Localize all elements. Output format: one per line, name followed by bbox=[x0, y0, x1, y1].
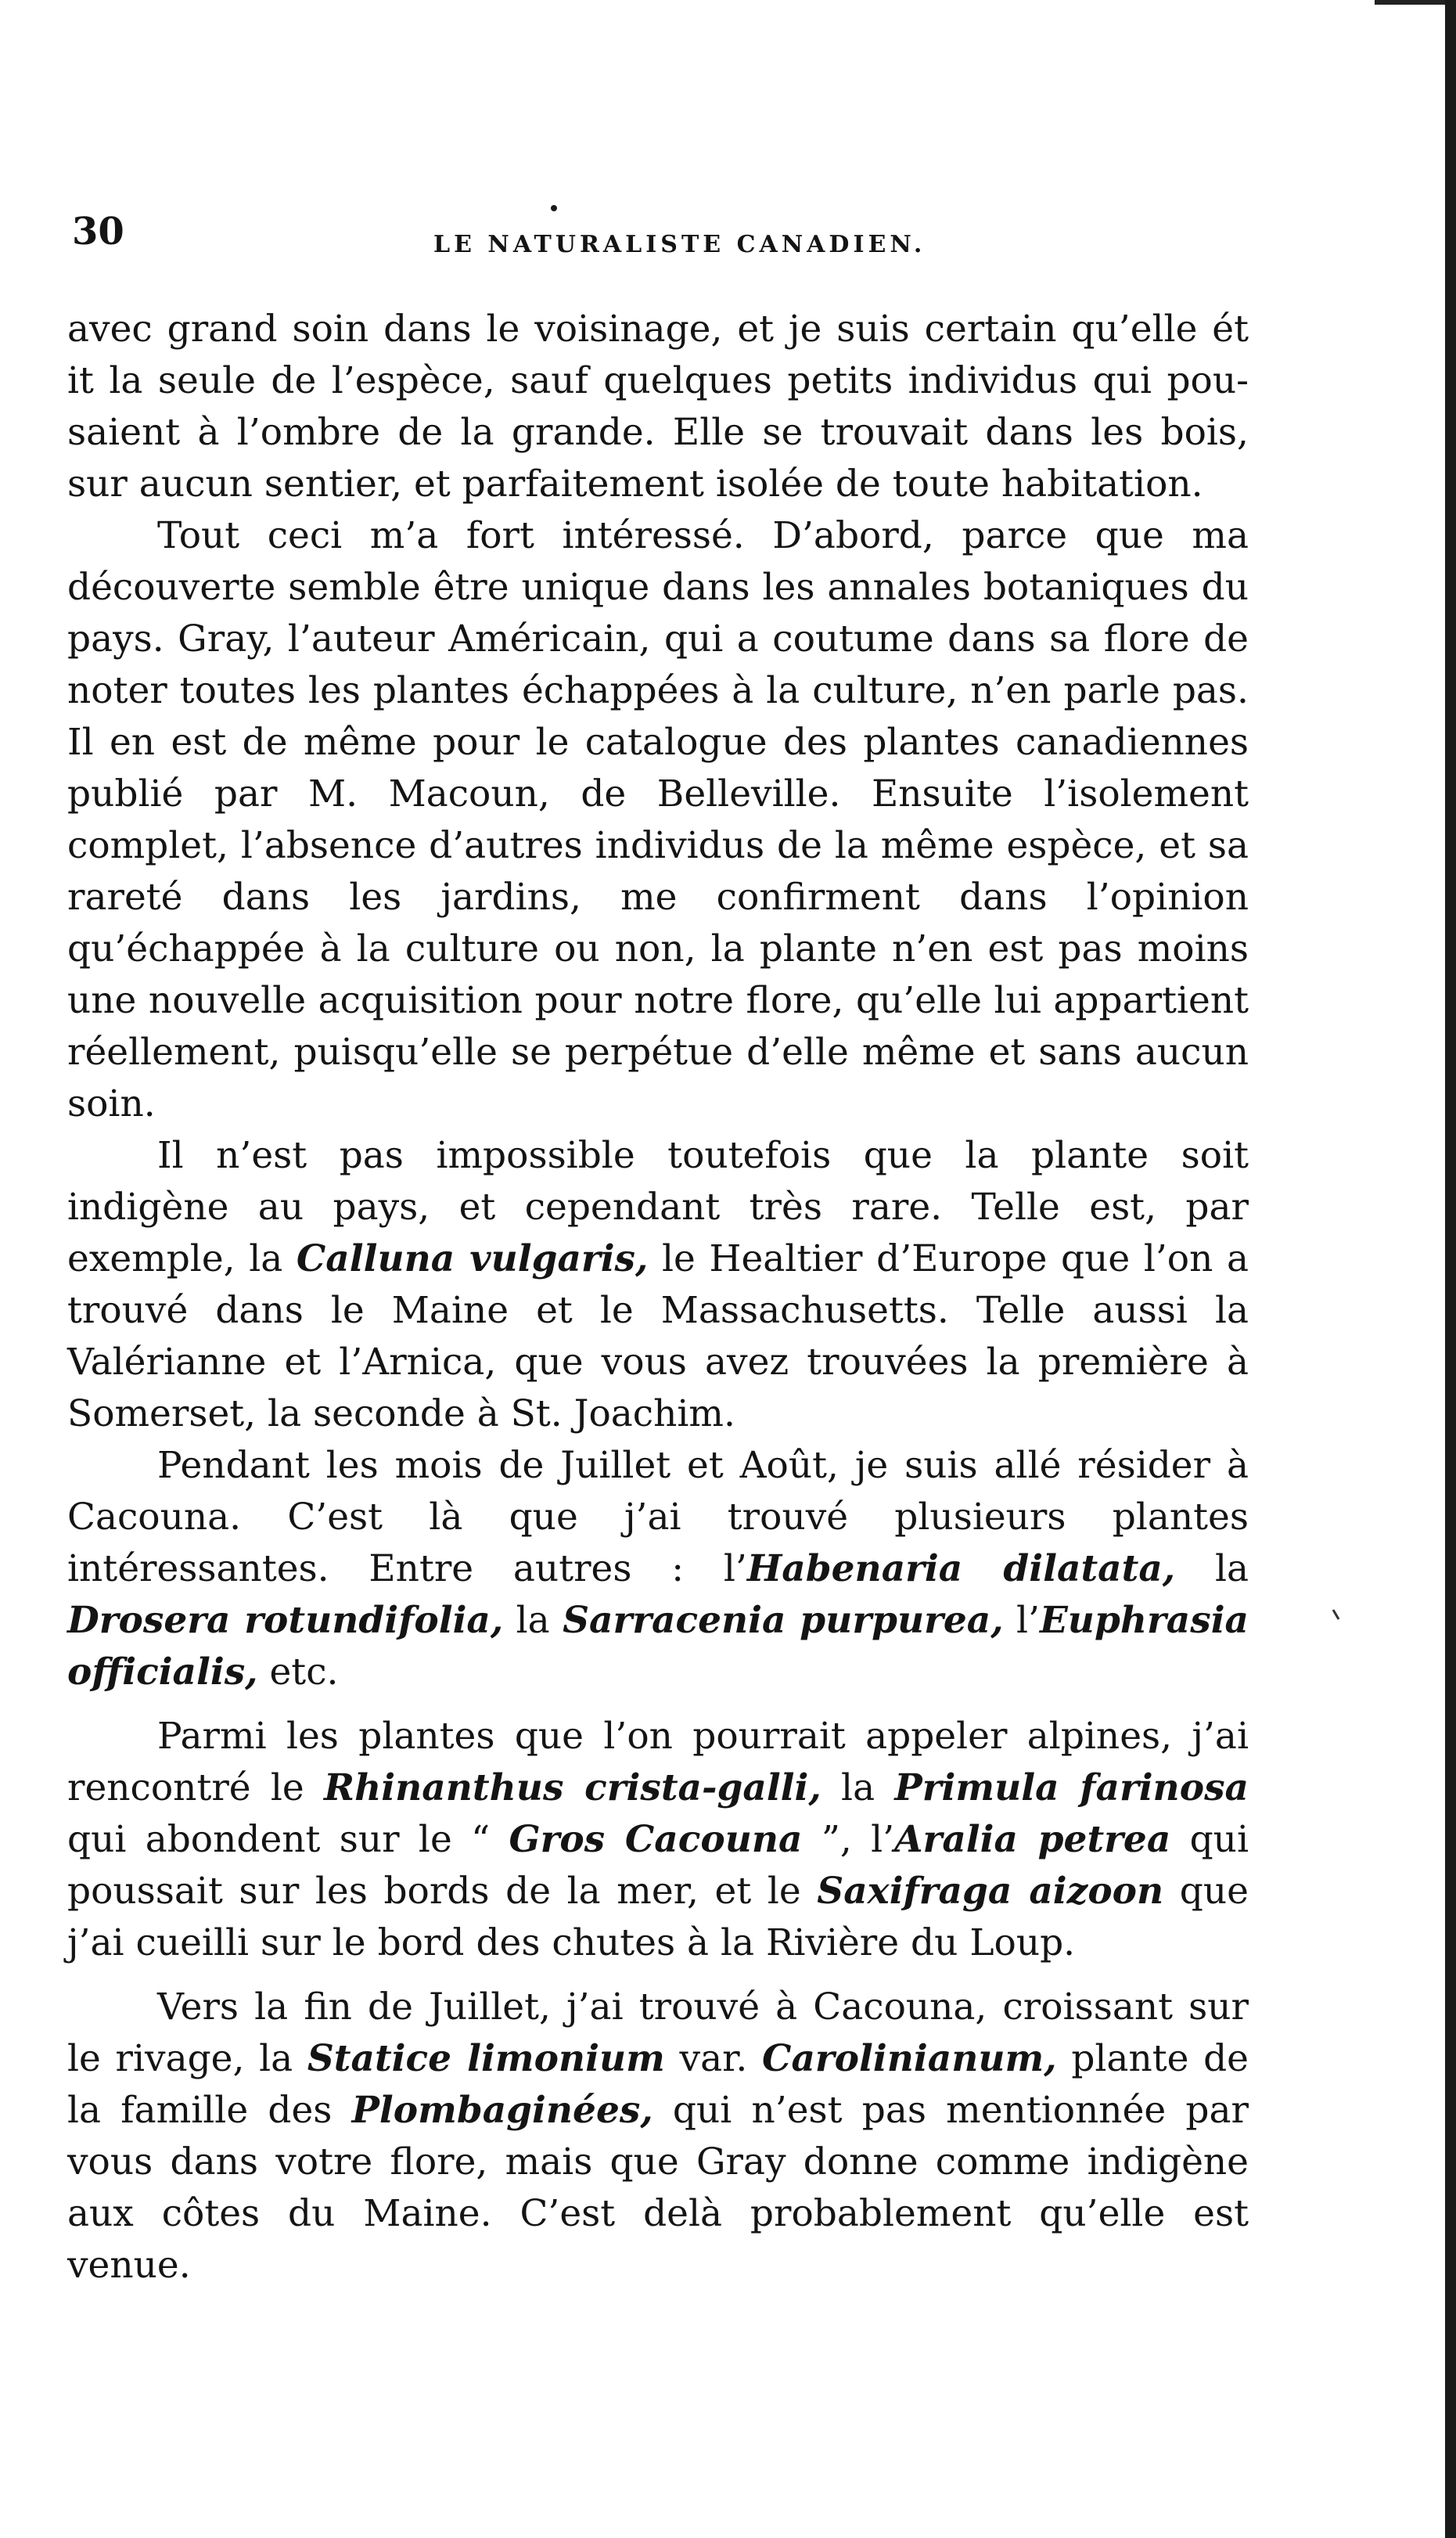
latin-name: Aralia petrea bbox=[894, 1818, 1171, 1861]
text-run: Il n’est pas impossible toutefois que la plante soit indigène au pays, et cependant très rare. Telle est, par exemple, la bbox=[67, 1134, 1249, 1280]
text-run: le Healtier d’Europe que l’on a trouvé dans le Maine et le Massachusetts. Telle aussi la Valérianne et l’Arnica, que vous avez trouvées la première à Somerset, la seconde à St. Joachim. bbox=[67, 1237, 1249, 1435]
text-run: Vers la fin de Juillet, j’ai trouvé à Cacouna, croissant sur le rivage, la bbox=[67, 1985, 1249, 2080]
text-run: Tout ceci m’a fort intéressé. D’abord, parce que ma découverte semble être unique dans les annales botaniques du pays. Gray, l’auteur Américain, qui a coutume dans sa flore de noter toutes les plantes échappées à la culture, n’en parle pas. Il en est de même pour le catalogue des plantes canadiennes publié par M. Macoun, de Belleville. Ensuite l’isolement complet, l’absence d’autres individus de la même espèce, et sa rareté dans les jardins, me confirment dans l’opinion qu’échappée à la culture ou non, la plante n’en est pas moins une nouvelle acquisition pour notre flore, qu’elle lui appartient réellement, puisqu’elle se perpétue d’elle même et sans aucun soin. bbox=[67, 514, 1249, 1125]
paragraph bbox=[67, 1982, 1249, 2291]
text-run: ”, l’ bbox=[802, 1818, 895, 1861]
paragraph bbox=[67, 1440, 1249, 1698]
header-ornament-dot bbox=[551, 205, 557, 211]
latin-name: Statice limonium bbox=[307, 2037, 665, 2080]
paragraph bbox=[67, 510, 1249, 1130]
text-run: etc. bbox=[257, 1651, 339, 1694]
page-number: 30 bbox=[72, 210, 124, 254]
text-run: la bbox=[1175, 1547, 1249, 1590]
text-run: Parmi les plantes que l’on pourrait appeler alpines, j’ai rencontré le bbox=[67, 1715, 1249, 1809]
latin-name: Drosera rotundifolia, bbox=[67, 1599, 504, 1642]
paragraph bbox=[67, 304, 1249, 510]
latin-name: Sarracenia purpurea, bbox=[563, 1599, 1004, 1642]
latin-name: Plombaginées, bbox=[351, 2089, 653, 2132]
latin-name: Rhinanthus crista-galli, bbox=[324, 1766, 821, 1809]
text-run: plante de la famille des bbox=[67, 2037, 1249, 2132]
stray-print-mark bbox=[1332, 1609, 1340, 1620]
latin-name: Primula farinosa bbox=[894, 1766, 1249, 1809]
page-edge-rule bbox=[1445, 0, 1456, 2538]
text-run: avec grand soin dans le voisinage, et je suis certain qu’elle ét it la seule de l’espèce, sauf quelques petits individus qui pou-saient à l’ombre de la grande. Elle se trouvait dans les bois, sur aucun sentier, et parfaitement isolée de toute habitation. bbox=[67, 308, 1249, 506]
latin-name: Calluna vulgaris, bbox=[296, 1237, 649, 1280]
latin-name: Carolinianum, bbox=[762, 2037, 1057, 2080]
text-run: que j’ai cueilli sur le bord des chutes à la Rivière du Loup. bbox=[67, 1870, 1249, 1964]
text-run: qui poussait sur les bords de la mer, et le bbox=[67, 1818, 1249, 1913]
text-run: var. bbox=[664, 2037, 763, 2080]
text-run: la bbox=[821, 1766, 895, 1809]
paragraph bbox=[67, 1130, 1249, 1440]
page-header bbox=[72, 205, 1253, 268]
text-run: Pendant les mois de Juillet et Août, je suis allé résider à Cacouna. C’est là que j’ai trouvé plusieurs plantes intéressantes. Entre autres : l’ bbox=[67, 1444, 1249, 1590]
latin-name: Saxifraga aizoon bbox=[817, 1870, 1164, 1913]
body-text bbox=[67, 304, 1249, 2291]
latin-name: Habenaria dilatata, bbox=[746, 1547, 1176, 1590]
text-run: qui abondent sur le “ bbox=[67, 1818, 509, 1861]
running-head: LE NATURALISTE CANADIEN. bbox=[433, 231, 926, 258]
paragraph bbox=[67, 1711, 1249, 1969]
page-edge-rule-top bbox=[1375, 0, 1445, 5]
text-run: qui n’est pas mentionnée par vous dans votre flore, mais que Gray donne comme indigène aux côtes du Maine. C’est delà probablement qu’elle est venue. bbox=[67, 2089, 1249, 2287]
latin-name: Gros Cacouna bbox=[509, 1818, 803, 1861]
latin-name: Euphrasia officialis, bbox=[67, 1599, 1249, 1694]
text-run: la bbox=[503, 1599, 563, 1642]
text-run: l’ bbox=[1003, 1599, 1040, 1642]
